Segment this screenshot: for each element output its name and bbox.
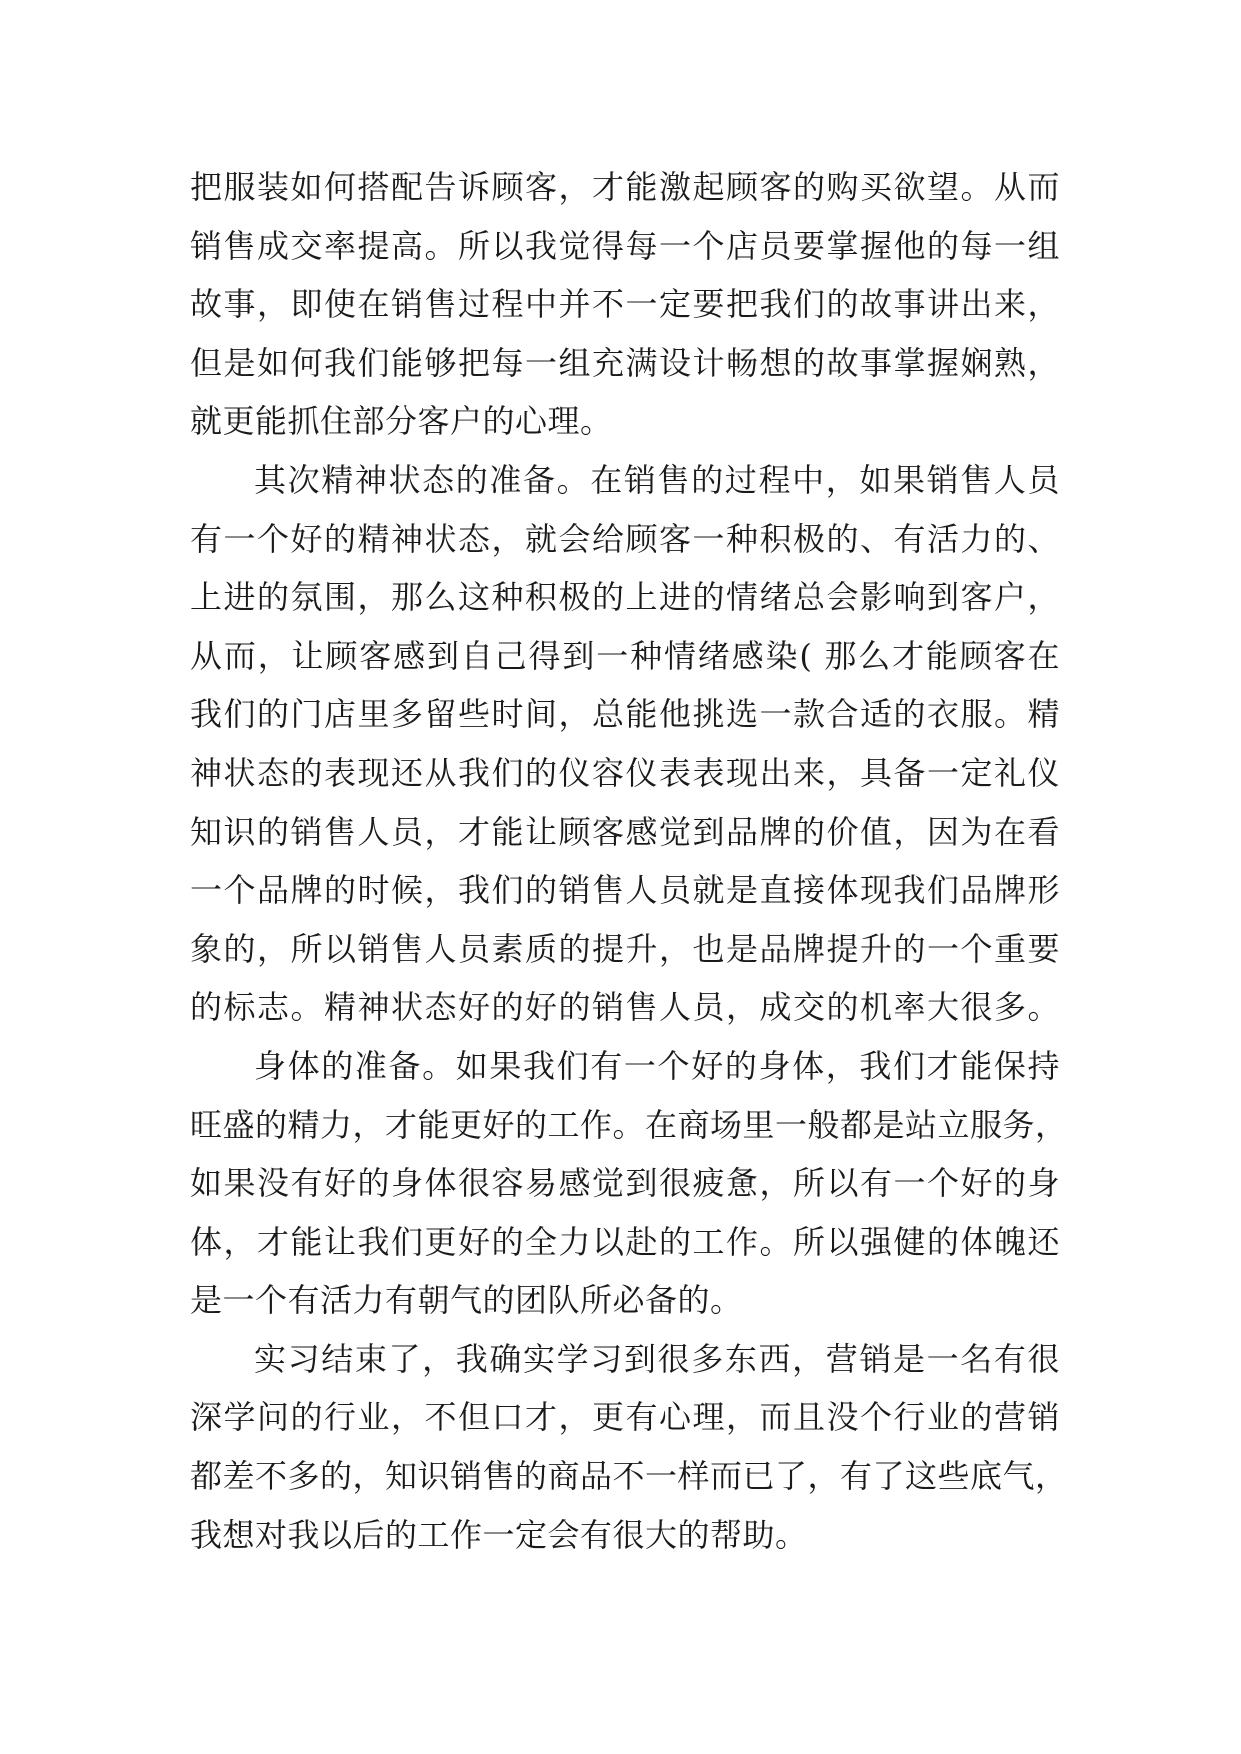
text-line: 是一个有活力有朝气的团队所必备的。: [190, 1281, 743, 1320]
text-line: 旺盛的精力，才能更好的工作。在商场里一般都是站立服务，: [190, 1105, 1068, 1144]
text-line: 神状态的表现还从我们的仪容仪表表现出来，具备一定礼仪: [190, 753, 1060, 792]
text-line: 象的，所以销售人员素质的提升，也是品牌提升的一个重要: [190, 929, 1060, 968]
text-line: 就更能抓住部分客户的心理。: [190, 402, 613, 441]
text-line: 知识的销售人员，才能让顾客感觉到品牌的价值，因为在看: [190, 812, 1060, 851]
document-body: [190, 158, 1068, 1564]
text-line: 上进的氛围，那么这种积极的上进的情绪总会影响到客户，: [190, 578, 1060, 617]
text-line: 我们的门店里多留些时间，总能他挑选一款合适的衣服。精: [190, 695, 1060, 734]
text-line: 从而，让顾客感到自己得到一种情绪感染( 那么才能顾客在: [190, 636, 1060, 675]
text-line: 故事，即使在销售过程中并不一定要把我们的故事讲出来，: [190, 285, 1060, 324]
text-line: 都差不多的，知识销售的商品不一样而已了，有了这些底气，: [190, 1457, 1068, 1496]
text-line: 体，才能让我们更好的全力以赴的工作。所以强健的体魄还: [190, 1222, 1060, 1261]
text-line: 有一个好的精神状态，就会给顾客一种积极的、有活力的、: [190, 519, 1060, 558]
text-line: 其次精神状态的准备。在销售的过程中，如果销售人员: [254, 460, 1060, 499]
text-line: 的标志。精神状态好的好的销售人员，成交的机率大很多。: [190, 988, 1060, 1027]
text-line: 销售成交率提高。所以我觉得每一个店员要掌握他的每一组: [190, 226, 1060, 265]
text-line: 身体的准备。如果我们有一个好的身体，我们才能保持: [254, 1046, 1060, 1085]
text-line: 如果没有好的身体很容易感觉到很疲惫，所以有一个好的身: [190, 1164, 1060, 1203]
text-line: 但是如何我们能够把每一组充满设计畅想的故事掌握娴熟，: [190, 343, 1060, 382]
text-line: 深学问的行业，不但口才，更有心理，而且没个行业的营销: [190, 1398, 1060, 1437]
text-line: 把服装如何搭配告诉顾客，才能激起顾客的购买欲望。从而: [190, 168, 1060, 206]
text-line: 我想对我以后的工作一定会有很大的帮助。: [190, 1515, 808, 1554]
text-line: 一个品牌的时候，我们的销售人员就是直接体现我们品牌形: [190, 871, 1060, 910]
text-line: 实习结束了，我确实学习到很多东西，营销是一名有很: [254, 1339, 1060, 1378]
